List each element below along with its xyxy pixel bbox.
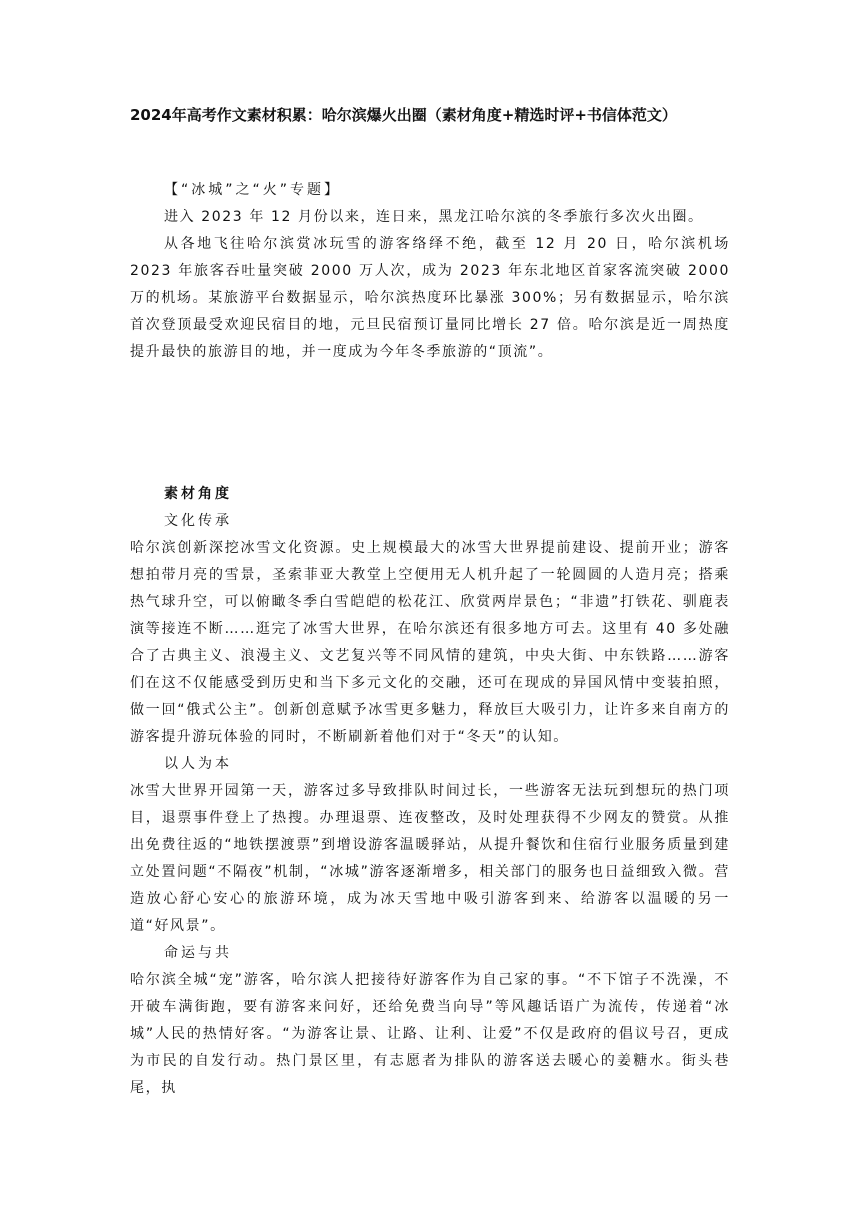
document-title: 2024年高考作文素材积累：哈尔滨爆火出圈（素材角度+精选时评+书信体范文） — [130, 106, 677, 124]
topic-title: 【“冰城”之“火”专题】 — [164, 182, 342, 198]
intro-section — [130, 177, 730, 366]
subsection-text-culture: 哈尔滨创新深挖冰雪文化资源。史上规模最大的冰雪大世界提前建设、提前开业；游客想拍带月亮的雪景，圣索菲亚大教堂上空便用无人机升起了一轮圆圆的人造月亮；搭乘热气球升空，可以俯瞰冬季白雪皑皑的松花江、欣赏两岸景色；“非遗”打铁花、驯鹿表演等接连不断……逛完了冰雪大世界，在哈尔滨还有很多地方可去。这里有 40 多处融合了古典主义、浪漫主义、文艺复兴等不同风情的建筑，中央大街、中东铁路……游客们在这不仅能感受到历史和当下多元文化的交融，还可在现成的异国风情中变装拍照，做一回“俄式公主”。创新创意赋予冰雪更多魅力，释放巨大吸引力，让许多来自南方的游客提升游玩体验的同时，不断刷新着他们对于“冬天”的认知。 — [130, 540, 730, 745]
intro-paragraph-1: 进入 2023 年 12 月份以来，连日来，黑龙江哈尔滨的冬季旅行多次火出圈。 — [164, 209, 704, 225]
subsection-heading-culture: 文化传承 — [164, 513, 232, 529]
subsection-heading-people: 以人为本 — [164, 756, 232, 772]
subsection-heading-shared-destiny: 命运与共 — [164, 945, 232, 961]
subsection-text-shared-destiny: 哈尔滨全城“宠”游客，哈尔滨人把接待好游客作为自己家的事。“不下馆子不洗澡，不开破车满街跑，要有游客来问好，还给免费当向导”等风趣话语广为流传，传递着“冰城”人民的热情好客。“为游客让景、让路、让利、让爱”不仅是政府的倡议号召，更成为市民的自发行动。热门景区里，有志愿者为排队的游客送去暖心的姜糖水。街头巷尾，执 — [130, 972, 730, 1096]
section-heading: 素材角度 — [164, 486, 232, 502]
intro-paragraph-2: 从各地飞往哈尔滨赏冰玩雪的游客络绎不绝，截至 12 月 20 日，哈尔滨机场 2023 年旅客吞吐量突破 2000 万人次，成为 2023 年东北地区首家客流突破 2000 万的机场。某旅游平台数据显示，哈尔滨热度环比暴涨 300%；另有数据显示，哈尔滨首次登顶最受欢迎民宿目的地，元旦民宿预订量同比增长 27 倍。哈尔滨是近一周热度提升最快的旅游目的地，并一度成为今年冬季旅游的“顶流”。 — [130, 236, 730, 360]
subsection-text-people: 冰雪大世界开园第一天，游客过多导致排队时间过长，一些游客无法玩到想玩的热门项目，退票事件登上了热搜。办理退票、连夜整改，及时处理获得不少网友的赞赏。从推出免费往返的“地铁摆渡票”到增设游客温暖驿站，从提升餐饮和住宿行业服务质量到建立处置问题“不隔夜”机制，“冰城”游客逐渐增多，相关部门的服务也日益细致入微。营造放心舒心安心的旅游环境，成为冰天雪地中吸引游客到来、给游客以温暖的另一道“好风景”。 — [130, 783, 730, 934]
material-angles-section — [130, 481, 730, 1102]
